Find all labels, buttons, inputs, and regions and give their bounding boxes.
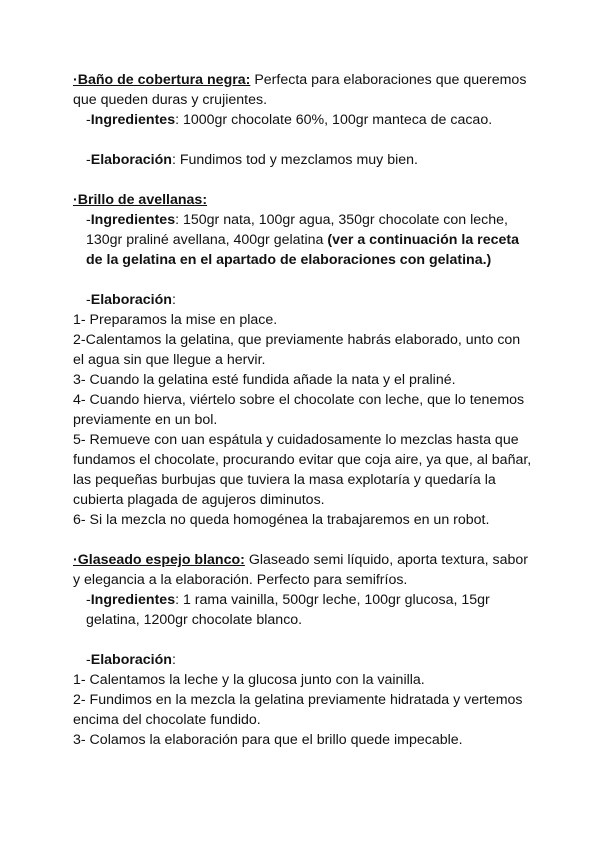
section-bano-intro [73,70,533,110]
elaboration-label: Elaboración [90,152,172,168]
ingredients-line: -Ingredientes: 150gr nata, 100gr agua, 350gr chocolate con leche, 130gr praliné avellana, 400gr gelatina (ver a continuación la receta de la gelatina en el apartado de elaboraciones con gelatina.) [86,212,519,268]
section-glaseado-intro [73,550,533,590]
section-description: Perfecta para elaboraciones que queremos que queden duras y crujientes. [73,72,527,108]
ingredients-label: Ingredientes [90,112,176,128]
elaboration-label: Elaboración [90,292,172,308]
step-item: 2-Calentamos la gelatina, que previamente habrás elaborado, unto con el agua sin que llegue a hervir. [73,332,521,368]
step-item: 3- Cuando la gelatina esté fundida añade la nata y el praliné. [73,372,456,388]
ingredients-label: Ingredientes [90,592,176,608]
section-title: ·Brillo de avellanas: [73,192,208,208]
step-item: 2- Fundimos en la mezcla la gelatina previamente hidratada y vertemos encima del chocolate fundido. [73,692,523,728]
elaboration-text: : [171,652,176,668]
step-item: 5- Remueve con uan espátula y cuidadosamente lo mezclas hasta que fundamos el chocolate, procurando evitar que coja aire, ya que, al bañar, las pequeñas burbujas que tuviera la masa explotaría y quedaría la cubierta plagada de agujeros diminutos. [73,432,532,508]
elaboration-label: Elaboración [90,652,172,668]
ingredients-text: : 1 rama vainilla, 500gr leche, 100gr glucosa, 15gr gelatina, 1200gr chocolate blanco. [86,592,490,628]
section-description: Glaseado semi líquido, aporta textura, sabor y elegancia a la elaboración. Perfecto para semifríos. [73,552,528,588]
elaboration-line: -Elaboración: [86,292,176,308]
elaboration-line: -Elaboración: Fundimos tod y mezclamos muy bien. [86,152,418,168]
step-item: 6- Si la mezcla no queda homogénea la trabajaremos en un robot. [73,512,490,528]
ingredients-note: (ver a continuación la receta de la gelatina en el apartado de elaboraciones con gelatina.) [86,232,519,268]
ingredients-label: Ingredientes [90,212,176,228]
section-title: ·Baño de cobertura negra: [73,72,251,88]
document-page [73,70,533,750]
section-title: ·Glaseado espejo blanco: [73,552,245,568]
step-item: 3- Colamos la elaboración para que el brillo quede impecable. [73,732,463,748]
section-brillo-intro [73,190,533,210]
ingredients-line: -Ingredientes: 1000gr chocolate 60%, 100gr manteca de cacao. [86,112,493,128]
elaboration-text: : Fundimos tod y mezclamos muy bien. [171,152,418,168]
ingredients-line: -Ingredientes: 1 rama vainilla, 500gr leche, 100gr glucosa, 15gr gelatina, 1200gr chocolate blanco. [86,592,490,628]
ingredients-text: : 1000gr chocolate 60%, 100gr manteca de cacao. [175,112,493,128]
step-item: 1- Calentamos la leche y la glucosa junto con la vainilla. [73,672,425,688]
elaboration-text: : [171,292,176,308]
elaboration-line: -Elaboración: [86,652,176,668]
step-item: 4- Cuando hierva, viértelo sobre el chocolate con leche, que lo tenemos previamente en un bol. [73,392,525,428]
ingredients-text: : 150gr nata, 100gr agua, 350gr chocolate con leche, 130gr praliné avellana, 400gr gelatina [86,212,508,248]
step-item: 1- Preparamos la mise en place. [73,312,278,328]
